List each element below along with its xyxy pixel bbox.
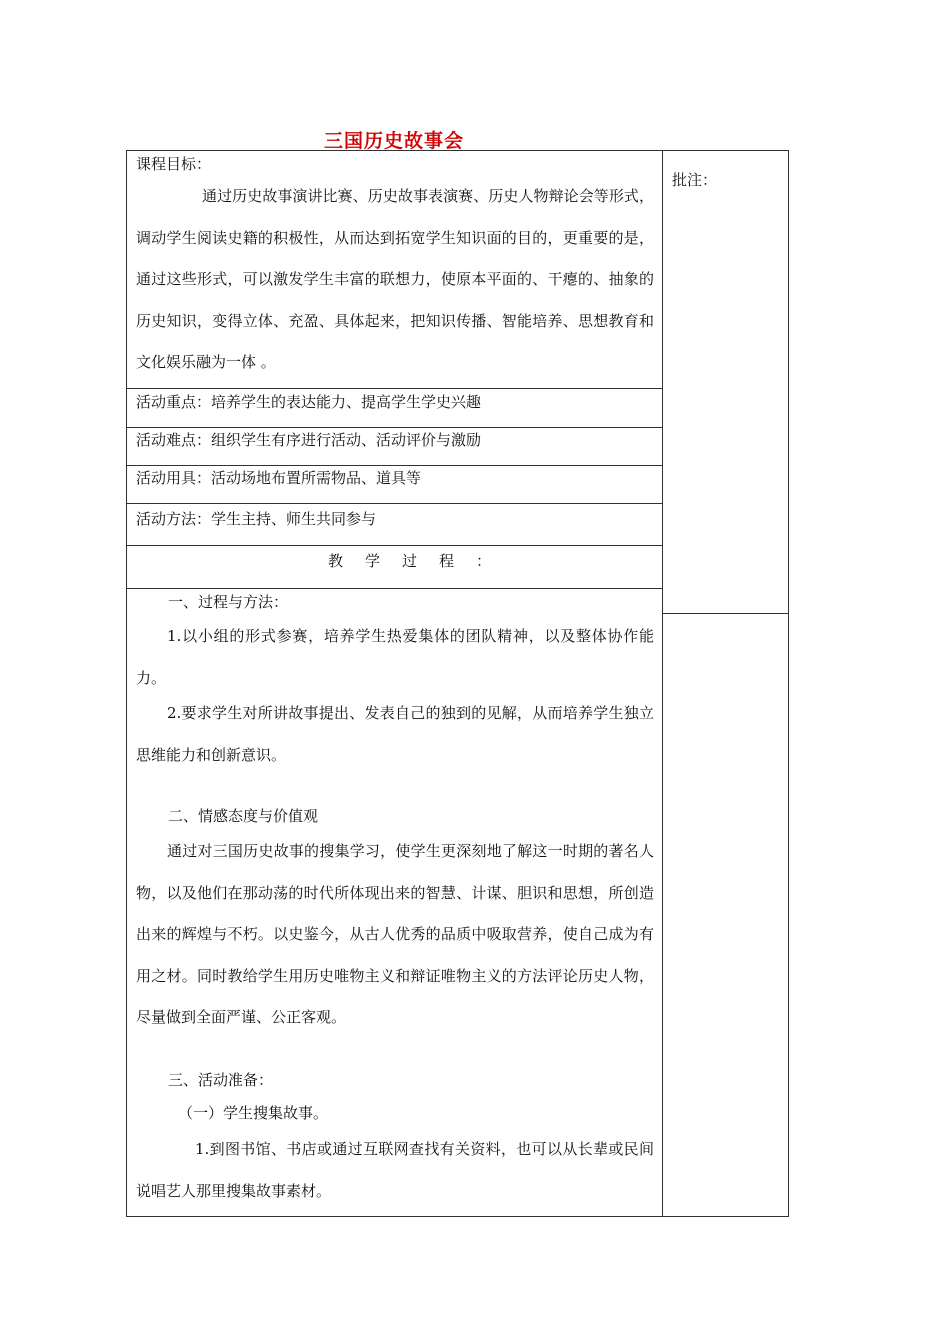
notes-column-divider — [662, 150, 663, 1217]
section-3-item-1: 1.到图书馆、书店或通过互联网查找有关资料，也可以从长辈或民间说唱艺人那里搜集故事素材。 — [136, 1140, 654, 1200]
notes-label: 批注： — [672, 171, 718, 189]
row-divider — [126, 588, 662, 589]
section-1-item-2: 2.要求学生对所讲故事提出、发表自己的独到的见解，从而培养学生独立思维能力和创新意识。 — [136, 704, 654, 764]
activity-method: 活动方法：学生主持、师生共同参与 — [136, 510, 377, 528]
document-title: 三国历史故事会 — [323, 130, 464, 152]
section-1-item-1: 1.以小组的形式参赛，培养学生热爱集体的团队精神，以及整体协作能力。 — [136, 627, 654, 687]
activity-difficulty: 活动难点：组织学生有序进行活动、活动评价与激励 — [136, 431, 482, 449]
process-heading: 教学过程： — [328, 552, 514, 570]
row-divider — [126, 388, 662, 389]
row-divider — [126, 465, 662, 466]
row-divider — [126, 427, 662, 428]
section-2-title: 二、情感态度与价值观 — [168, 807, 319, 825]
section-1-title: 一、过程与方法： — [168, 593, 289, 611]
row-divider — [126, 503, 662, 504]
notes-divider — [662, 613, 789, 614]
goal-label: 课程目标： — [136, 155, 212, 173]
section-2-text: 通过对三国历史故事的搜集学习，使学生更深刻地了解这一时期的著名人物，以及他们在那动荡的时代所体现出来的智慧、计谋、胆识和思想，所创造出来的辉煌与不朽。以史鉴今，从古人优秀的品质中吸取营养，使自己成为有用之材。同时教给学生用历史唯物主义和辩证唯物主义的方法评论历史人物，尽量做到全面严谨、公正客观。 — [136, 842, 654, 1026]
row-divider — [126, 545, 662, 546]
activity-tools: 活动用具：活动场地布置所需物品、道具等 — [136, 469, 422, 487]
section-3-subtitle: （一）学生搜集故事。 — [178, 1104, 329, 1122]
goal-text: 通过历史故事演讲比赛、历史故事表演赛、历史人物辩论会等形式，调动学生阅读史籍的积极性，从而达到拓宽学生知识面的目的，更重要的是，通过这些形式，可以激发学生丰富的联想力，使原本平面的、干瘪的、抽象的历史知识，变得立体、充盈、具体起来，把知识传播、智能培养、思想教育和文化娱乐融为一体 。 — [136, 187, 654, 371]
section-3-title: 三、活动准备： — [168, 1071, 274, 1089]
activity-focus: 活动重点：培养学生的表达能力、提高学生学史兴趣 — [136, 393, 482, 411]
